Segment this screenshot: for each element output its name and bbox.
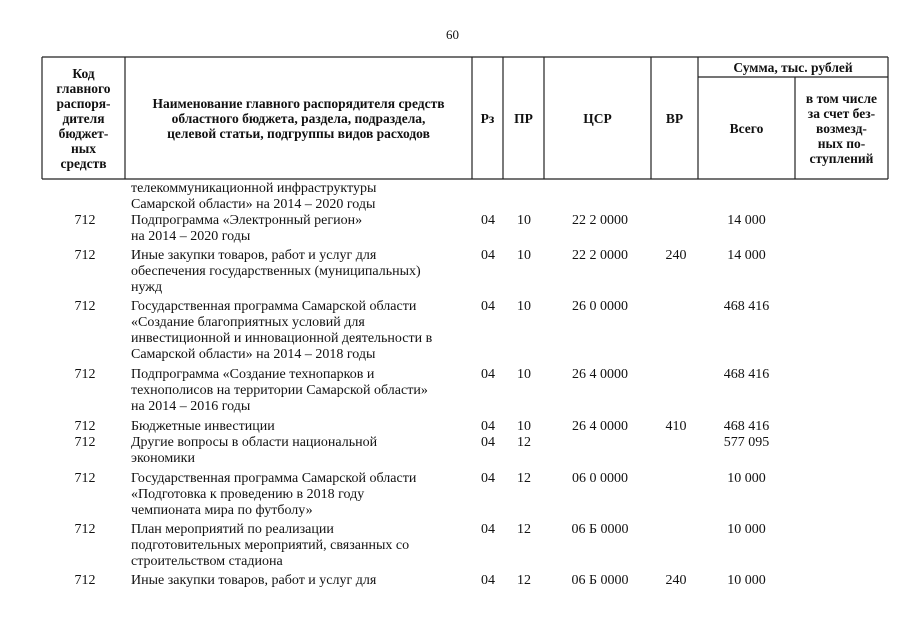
row-code: 712 <box>74 573 96 588</box>
row-code: 712 <box>74 248 96 263</box>
row-pr: 10 <box>517 248 531 263</box>
row-pr: 12 <box>517 435 531 450</box>
row-name: телекоммуникационной инфраструктуры Самарской области» на 2014 – 2020 годы <box>131 181 377 212</box>
row-total: 10 000 <box>727 573 766 588</box>
header-csr: ЦСР <box>583 110 612 126</box>
row-csr: 26 0 0000 <box>572 299 628 314</box>
row-total: 468 416 <box>723 367 770 382</box>
row-vr: 410 <box>665 419 687 434</box>
row-name: Бюджетные инвестиции <box>131 419 275 434</box>
row-total: 468 416 <box>723 299 770 314</box>
row-rz: 04 <box>481 435 495 450</box>
row-code: 712 <box>74 299 96 314</box>
row-name: Подпрограмма «Создание технопарков и технополисов на территории Самарской области» на 2014 – 2016 годы <box>131 367 428 414</box>
header-code: Код главного распоря- дителя бюджет- ных средств <box>56 65 111 171</box>
row-rz: 04 <box>481 419 495 434</box>
row-pr: 10 <box>517 213 531 228</box>
row-name: Государственная программа Самарской области «Создание благоприятных условий для инвестиционной и инновационной деятельности в Самарской области» на 2014 – 2018 годы <box>131 299 433 362</box>
page-number: 60 <box>446 27 459 42</box>
row-code: 712 <box>74 435 96 450</box>
row-code: 712 <box>74 419 96 434</box>
row-code: 712 <box>74 213 96 228</box>
row-name: Другие вопросы в области национальной экономики <box>131 435 378 466</box>
row-rz: 04 <box>481 573 495 588</box>
row-total: 468 416 <box>723 419 770 434</box>
row-rz: 04 <box>481 367 495 382</box>
header-free: в том числе за счет без- возмезд- ных по- ступлений <box>805 90 878 166</box>
header-pr: ПР <box>514 110 533 126</box>
row-csr: 26 4 0000 <box>572 367 628 382</box>
row-name: Государственная программа Самарской области «Подготовка к проведению в 2018 году чемпионата мира по футболу» <box>131 471 417 518</box>
row-pr: 10 <box>517 367 531 382</box>
header-sum: Сумма, тыс. рублей <box>733 59 853 75</box>
row-rz: 04 <box>481 471 495 486</box>
row-name: План мероприятий по реализации подготовительных мероприятий, связанных со строительством стадиона <box>131 522 410 569</box>
row-code: 712 <box>74 471 96 486</box>
row-csr: 06 Б 0000 <box>571 573 629 588</box>
row-csr: 26 4 0000 <box>572 419 628 434</box>
row-total: 14 000 <box>727 248 766 263</box>
row-rz: 04 <box>481 213 495 228</box>
row-csr: 22 2 0000 <box>572 248 628 263</box>
row-pr: 12 <box>517 522 531 537</box>
row-csr: 06 0 0000 <box>572 471 628 486</box>
row-pr: 12 <box>517 471 531 486</box>
row-total: 577 095 <box>723 435 770 450</box>
header-total: Всего <box>729 120 764 136</box>
header-vr: ВР <box>665 110 684 126</box>
row-name: Иные закупки товаров, работ и услуг для <box>131 573 377 588</box>
row-pr: 10 <box>517 299 531 314</box>
row-rz: 04 <box>481 522 495 537</box>
row-vr: 240 <box>665 248 687 263</box>
header-rz: Рз <box>480 110 495 126</box>
row-pr: 10 <box>517 419 531 434</box>
row-pr: 12 <box>517 573 531 588</box>
row-csr: 06 Б 0000 <box>571 522 629 537</box>
row-rz: 04 <box>481 299 495 314</box>
row-code: 712 <box>74 522 96 537</box>
row-name: Подпрограмма «Электронный регион» на 2014 – 2020 годы <box>131 213 363 244</box>
row-total: 10 000 <box>727 471 766 486</box>
row-rz: 04 <box>481 248 495 263</box>
row-total: 10 000 <box>727 522 766 537</box>
row-vr: 240 <box>665 573 687 588</box>
row-csr: 22 2 0000 <box>572 213 628 228</box>
row-name: Иные закупки товаров, работ и услуг для обеспечения государственных (муниципальных) нужд <box>131 248 421 295</box>
row-code: 712 <box>74 367 96 382</box>
row-total: 14 000 <box>727 213 766 228</box>
header-name: Наименование главного распорядителя средств областного бюджета, раздела, подраздела, целевой статьи, подгруппы видов расходов <box>152 95 445 141</box>
